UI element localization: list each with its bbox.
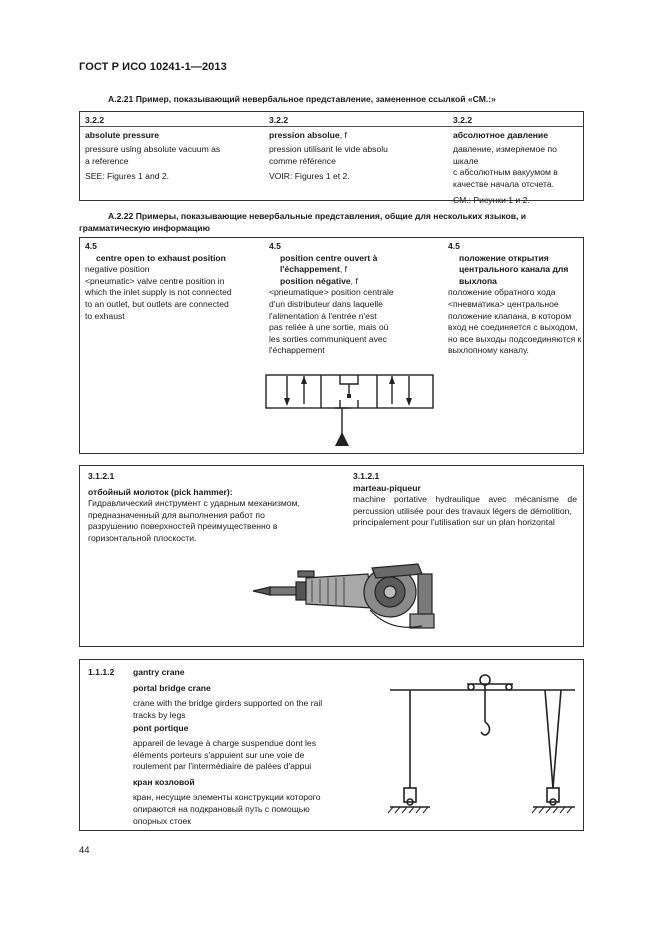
definition-line: но все выходы подсоединяются к: [448, 333, 582, 344]
definition-line: roulement par l'intermédiaire de palées d'appui: [133, 761, 312, 772]
definition-line: разрушению поверхностей преимущественно в: [88, 521, 278, 532]
definition-line: опираются на подкрановый путь с помощью: [133, 803, 310, 814]
term: отбойный молоток (pick hammer):: [88, 486, 233, 497]
definition-line: éléments porteurs s'appuient sur une voie de: [133, 749, 305, 760]
definition-line: pas reliée à une sortie, mais où: [269, 322, 389, 333]
definition-line: principalement pour l'utilisation sur un plan horizontal: [353, 517, 555, 528]
definition-line: горизонтальной плоскости.: [88, 532, 197, 543]
document-header: ГОСТ Р ИСО 10241-1—2013: [79, 61, 227, 73]
definition-line: d'un distributeur dans laquelle: [269, 298, 383, 309]
definition-line: les sorties communiquent avec: [269, 333, 387, 344]
entry-number: 4.5: [448, 241, 460, 251]
definition-line: кран, несущие элементы конструкции которого: [133, 792, 321, 803]
term: position négative: [280, 275, 351, 286]
definition-line: l'échappement: [269, 345, 325, 356]
a221-col-fr: [269, 115, 439, 183]
term: кран козловой: [133, 776, 195, 787]
term: position centre ouvert à: [280, 252, 378, 263]
definition-line: положение клапана, в котором: [448, 310, 572, 321]
definition-line: percussion utilisée pour des travaux légers de démolition,: [353, 505, 572, 516]
definition-line: pressure using absolute vacuum as: [85, 144, 221, 155]
definition-line: to exhaust: [85, 310, 125, 321]
term: absolute pressure: [85, 129, 160, 140]
cross-reference: СМ.: Рисунки 1 и 2.: [453, 194, 530, 205]
definition-line: l'alimentation à l'entrée n'est: [269, 310, 377, 321]
definition-line: с абсолютным вакуумом в: [453, 167, 558, 178]
term: l'échappement: [280, 264, 340, 275]
hammer-col-fr: [353, 471, 577, 529]
entry-number: 1.1.1.2: [88, 667, 115, 677]
term: центрального канала для: [459, 264, 569, 275]
entry-number: 3.1.2.1: [88, 471, 115, 481]
entry-number: 3.2.2: [453, 115, 473, 125]
cross-reference: SEE: Figures 1 and 2.: [85, 171, 170, 182]
heading-line: А.2.22 Примеры, показывающие невербальные представления, общие для нескольких языков, и: [108, 211, 527, 221]
term: абсолютное давление: [453, 129, 548, 140]
definition-line: положение обратного хода: [448, 287, 556, 298]
grammar-info: , f: [350, 275, 358, 286]
term: pont portique: [133, 723, 189, 734]
grammar-info: , f: [339, 129, 347, 140]
definition-line: to an outlet, but outlets are connected: [85, 298, 229, 309]
definition-line: appareil de levage à charge suspendue dont les: [133, 737, 316, 748]
crane-col: [88, 667, 358, 827]
section-a221-heading: А.2.21 Пример, показывающий невербальное представление, замененное ссылкой «СМ.:»: [108, 94, 496, 104]
term: gantry crane: [133, 667, 185, 677]
term: положение открытия: [459, 252, 549, 263]
definition-line: <пневматика> центральное: [448, 298, 559, 309]
definition-line: negative position: [85, 264, 150, 275]
hammer-col-ru: [88, 471, 320, 545]
gantry-crane-icon: [385, 670, 580, 825]
section-a222-heading: [108, 210, 584, 222]
term: выхлопа: [459, 275, 497, 286]
definition-line: вход не соединяется с выходом,: [448, 322, 578, 333]
a222-col-en: [85, 241, 265, 322]
entry-number: 3.2.2: [85, 115, 105, 125]
entry-number: 3.1.2.1: [353, 471, 380, 481]
definition-line: <pneumatic> valve centre position in: [85, 275, 225, 286]
definition-line: machine portative hydraulique avec mécanisme de: [353, 494, 577, 505]
definition-line: опорных стоек: [133, 815, 192, 826]
definition-line: a reference: [85, 155, 129, 166]
term: marteau-piqueur: [353, 482, 421, 493]
term: portal bridge crane: [133, 682, 211, 693]
definition-line: Гидравлический инструмент с ударным механизмом,: [88, 498, 300, 509]
a222-col-ru: [448, 241, 582, 357]
definition-line: crane with the bridge girders supported on the rail: [133, 698, 323, 709]
entry-number: 4.5: [85, 241, 97, 251]
a221-col-en: [85, 115, 255, 183]
definition-line: pression utilisant le vide absolu: [269, 144, 388, 155]
term: centre open to exhaust position: [96, 252, 226, 263]
definition-line: comme référence: [269, 155, 336, 166]
pick-hammer-icon: [250, 560, 450, 640]
definition-line: tracks by legs: [133, 709, 186, 720]
grammar-info: , f: [339, 264, 348, 275]
entry-number: 3.2.2: [269, 115, 289, 125]
definition-line: предназначенный для выполнения работ по: [88, 509, 265, 520]
pneumatic-valve-symbol-icon: [262, 370, 442, 450]
cross-reference: VOIR: Figures 1 et 2.: [269, 171, 350, 182]
definition-line: <pneumatique> position centrale: [269, 287, 394, 298]
a221-col-ru: [453, 115, 583, 206]
definition-line: давление, измеряемое по шкале: [453, 144, 557, 166]
definition-line: which the inlet supply is not connected: [85, 287, 232, 298]
definition-line: выхлопному каналу.: [448, 345, 529, 356]
page-number: 44: [79, 845, 90, 856]
term: pression absolue: [269, 129, 340, 140]
entry-number: 4.5: [269, 241, 281, 251]
definition-line: качестве начала отсчета.: [453, 178, 555, 189]
a222-col-fr: [269, 241, 439, 357]
heading-line: грамматическую информацию: [79, 223, 210, 233]
